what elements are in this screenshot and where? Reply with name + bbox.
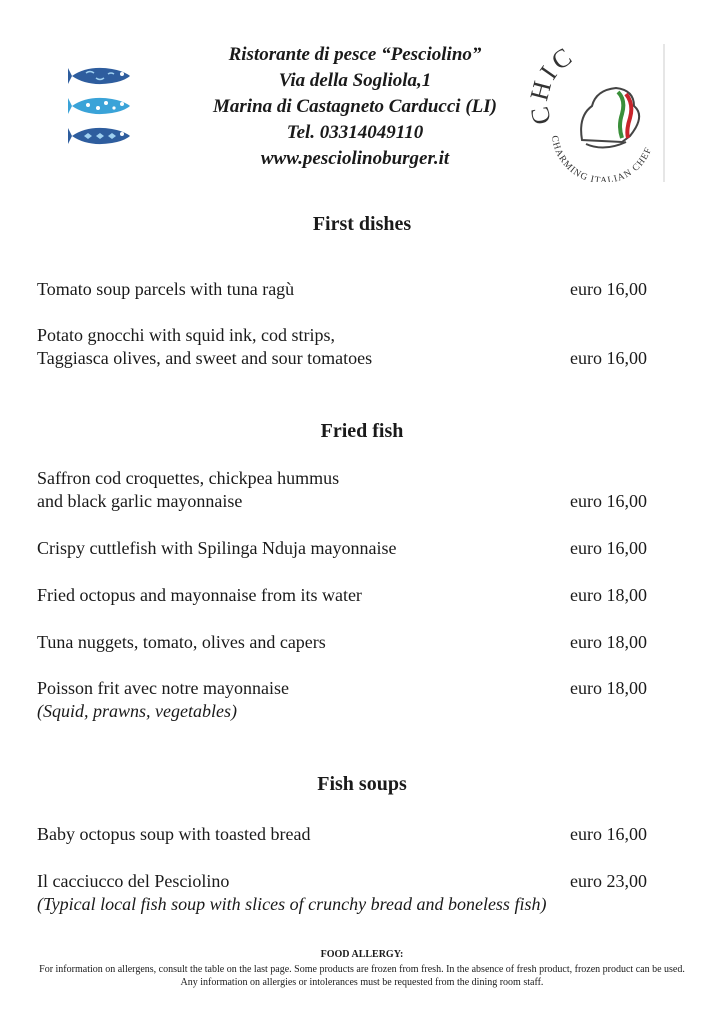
restaurant-header [190,42,520,172]
dish-name: and black garlic mayonnaise [37,491,243,511]
restaurant-address: Via della Sogliola,1 [278,70,432,91]
chic-word: IC [534,44,580,85]
dish-price: euro 23,00 [570,871,647,891]
menu-item [37,584,647,607]
dish-price: euro 16,00 [570,279,647,299]
dish-price: euro 16,00 [570,348,647,368]
restaurant-name: Ristorante di pesce “Pesciolino” [228,44,482,65]
restaurant-phone: Tel. 03314049110 [286,122,424,143]
dish-price: euro 16,00 [570,824,647,844]
fish-icon [68,124,138,148]
dish-name: Taggiasca olives, and sweet and sour tomatoes [37,348,373,368]
dish-name: Poisson frit avec notre mayonnaise [37,678,289,698]
fish-icon [68,64,138,88]
menu-item [37,631,647,654]
section-title-first-dishes: First dishes [312,213,412,235]
chic-logo [530,44,666,182]
fish-logo [68,64,140,154]
dish-name: Crispy cuttlefish with Spilinga Nduja mayonnaise [37,538,397,558]
dish-price: euro 18,00 [570,678,647,698]
dish-price: euro 16,00 [570,491,647,511]
menu-item [37,870,647,916]
dish-note: (Typical local fish soup with slices of crunchy bread and boneless fish) [37,894,547,914]
dish-name: Potato gnocchi with squid ink, cod strips, [37,325,335,345]
menu-item [37,537,647,560]
menu-item [37,324,647,370]
allergy-title: FOOD ALLERGY: [320,949,404,960]
chef-hat-icon [530,44,666,182]
dish-name: Saffron cod croquettes, chickpea hummus [37,468,340,488]
dish-name: Fried octopus and mayonnaise from its water [37,585,362,605]
section-title-fish-soups: Fish soups [317,773,407,795]
menu-item [37,823,647,846]
dish-note: (Squid, prawns, vegetables) [37,701,237,721]
menu-item [37,677,647,723]
dish-name: Il cacciucco del Pesciolino [37,871,230,891]
menu-item [37,467,647,513]
restaurant-town: Marina di Castagneto Carducci (LI) [213,96,497,117]
dish-name: Tomato soup parcels with tuna ragù [37,279,295,299]
dish-price: euro 16,00 [570,538,647,558]
fish-icon [68,94,138,118]
menu-item [37,278,647,301]
dish-name: Tuna nuggets, tomato, olives and capers [37,632,326,652]
section-title-fried-fish: Fried fish [320,420,404,442]
dish-name: Baby octopus soup with toasted bread [37,824,311,844]
dish-price: euro 18,00 [570,585,647,605]
restaurant-website: www.pesciolinoburger.it [260,148,450,169]
allergy-text: For information on allergens, consult the table on the last page. Some products are frozen from fresh. In the absence of fresh product, frozen product can be used. Any information on allergies or intolerances must be requested from the dining room staff. [39,964,685,988]
allergy-notice [30,948,694,989]
dish-price: euro 18,00 [570,632,647,652]
chic-tagline: CHARMING ITALIAN CHEF [548,134,655,182]
